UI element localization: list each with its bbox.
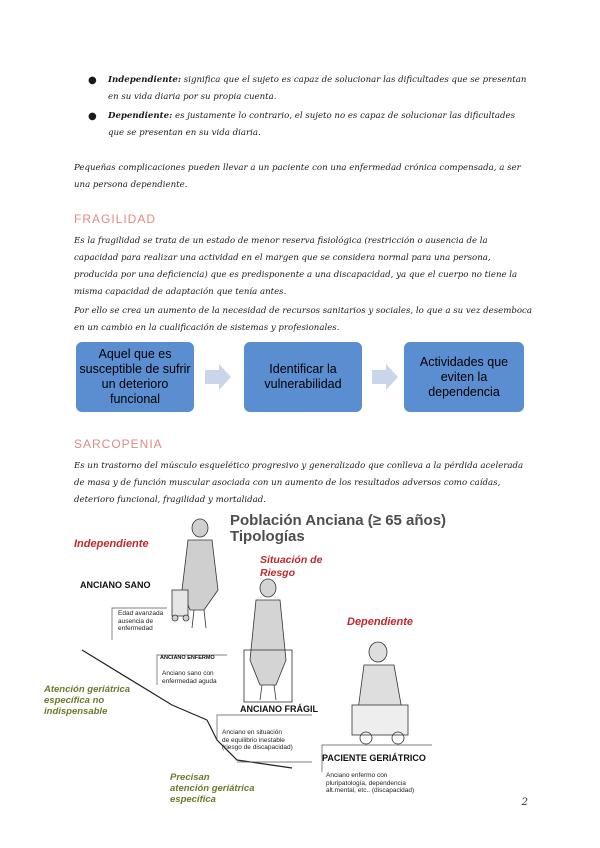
flow-box-susceptible: Aquel que es susceptible de sufrir un deterioro funcional	[76, 342, 194, 412]
figure-subtitle: Tipologías	[230, 528, 305, 545]
bullet-independiente	[90, 72, 530, 106]
label-situacion-1: Situación de	[260, 554, 323, 566]
stage-anciano-enfermo: ANCIANO ENFERMO	[160, 655, 215, 661]
term-dependiente: Dependiente:	[108, 111, 173, 121]
heading-sarcopenia: SARCOPENIA	[74, 437, 163, 451]
fragilidad-paragraph-1: Es la fragilidad se trata de un estado de menor reserva fisiológica (restricción o ausencia de la capacidad para realizar una actividad en el margen que se considera normal para una persona, producida por una deficiencia) que es predisponente a una discapacidad, ya que el cuerpo no tiene la misma capacidad de adaptación que tenía antes.	[74, 236, 518, 297]
bullet-dependiente	[90, 108, 530, 142]
bullet-dot-icon: ●	[88, 111, 97, 122]
arrow-right-icon	[203, 362, 233, 392]
intro-paragraph: Pequeñas complicaciones pueden llevar a un paciente con una enfermedad crónica compensada, a ser una persona dependiente.	[74, 163, 521, 190]
label-dependiente: Dependiente	[347, 616, 414, 628]
paciente-geriatrico-description: Anciano enfermo con pluripatología, dependencia alt.mental, etc.. (discapacidad)	[326, 772, 415, 794]
heading-fragilidad: FRAGILIDAD	[74, 212, 157, 226]
poblacion-anciana-figure	[44, 510, 520, 808]
stage-paciente-geriatrico: PACIENTE GERIÁTRICO	[322, 753, 426, 763]
stage-anciano-fragil: ANCIANO FRÁGIL	[240, 704, 318, 714]
term-independiente: Independiente:	[108, 75, 182, 85]
label-precisan-atencion: Precisan atención geriátrica específica	[170, 772, 255, 805]
figure-title: Población Anciana (≥ 65 años)	[230, 512, 447, 529]
anciano-fragil-description: Anciano en situación de equilibrio inestable (riesgo de discapacidad)	[222, 729, 293, 751]
elderly-wheelchair-figure-icon	[352, 642, 408, 744]
label-independiente: Independiente	[74, 538, 149, 550]
sarcopenia-paragraph: Es un trastorno del músculo esquelético progresivo y generalizado que conlleva a la pérdida acelerada de masa y de función muscular asociada con un aumento de los resultados adversos como caídas, deterioro funcional, fragilidad y mortalidad.	[74, 461, 524, 505]
elderly-independent-figure-icon	[172, 519, 218, 628]
fragilidad-paragraph-2: Por ello se crea un aumento de la necesidad de recursos sanitarios y sociales, lo que a su vez desemboca en un cambio en la cualificación de sistemas y profesionales.	[74, 306, 532, 333]
bullet-dot-icon: ●	[88, 75, 97, 86]
flow-box-actividades: Actividades que eviten la dependencia	[404, 342, 524, 412]
flow-box-vulnerabilidad: Identificar la vulnerabilidad	[244, 342, 362, 412]
label-situacion-2: Riesgo	[260, 567, 296, 579]
definition-dependiente: es justamente lo contrario, el sujeto no es capaz de solucionar las dificultades que se presentan en su vida diaria.	[108, 111, 515, 138]
arrow-right-icon	[370, 362, 400, 392]
page-number: 2	[521, 797, 528, 808]
stage-anciano-sano: ANCIANO SANO	[80, 580, 151, 590]
elderly-frail-walker-figure-icon	[244, 579, 292, 702]
label-atencion-no-indispensable: Atención geriátrica específica no indispensable	[44, 684, 131, 717]
anciano-sano-description: Edad avanzada ausencia de enfermedad	[118, 610, 164, 632]
definition-independiente: significa que el sujeto es capaz de solucionar las dificultades que se presentan en su vida diaria por su propia cuenta.	[108, 75, 527, 102]
anciano-enfermo-description: Anciano sano con enfermedad aguda	[162, 670, 217, 685]
